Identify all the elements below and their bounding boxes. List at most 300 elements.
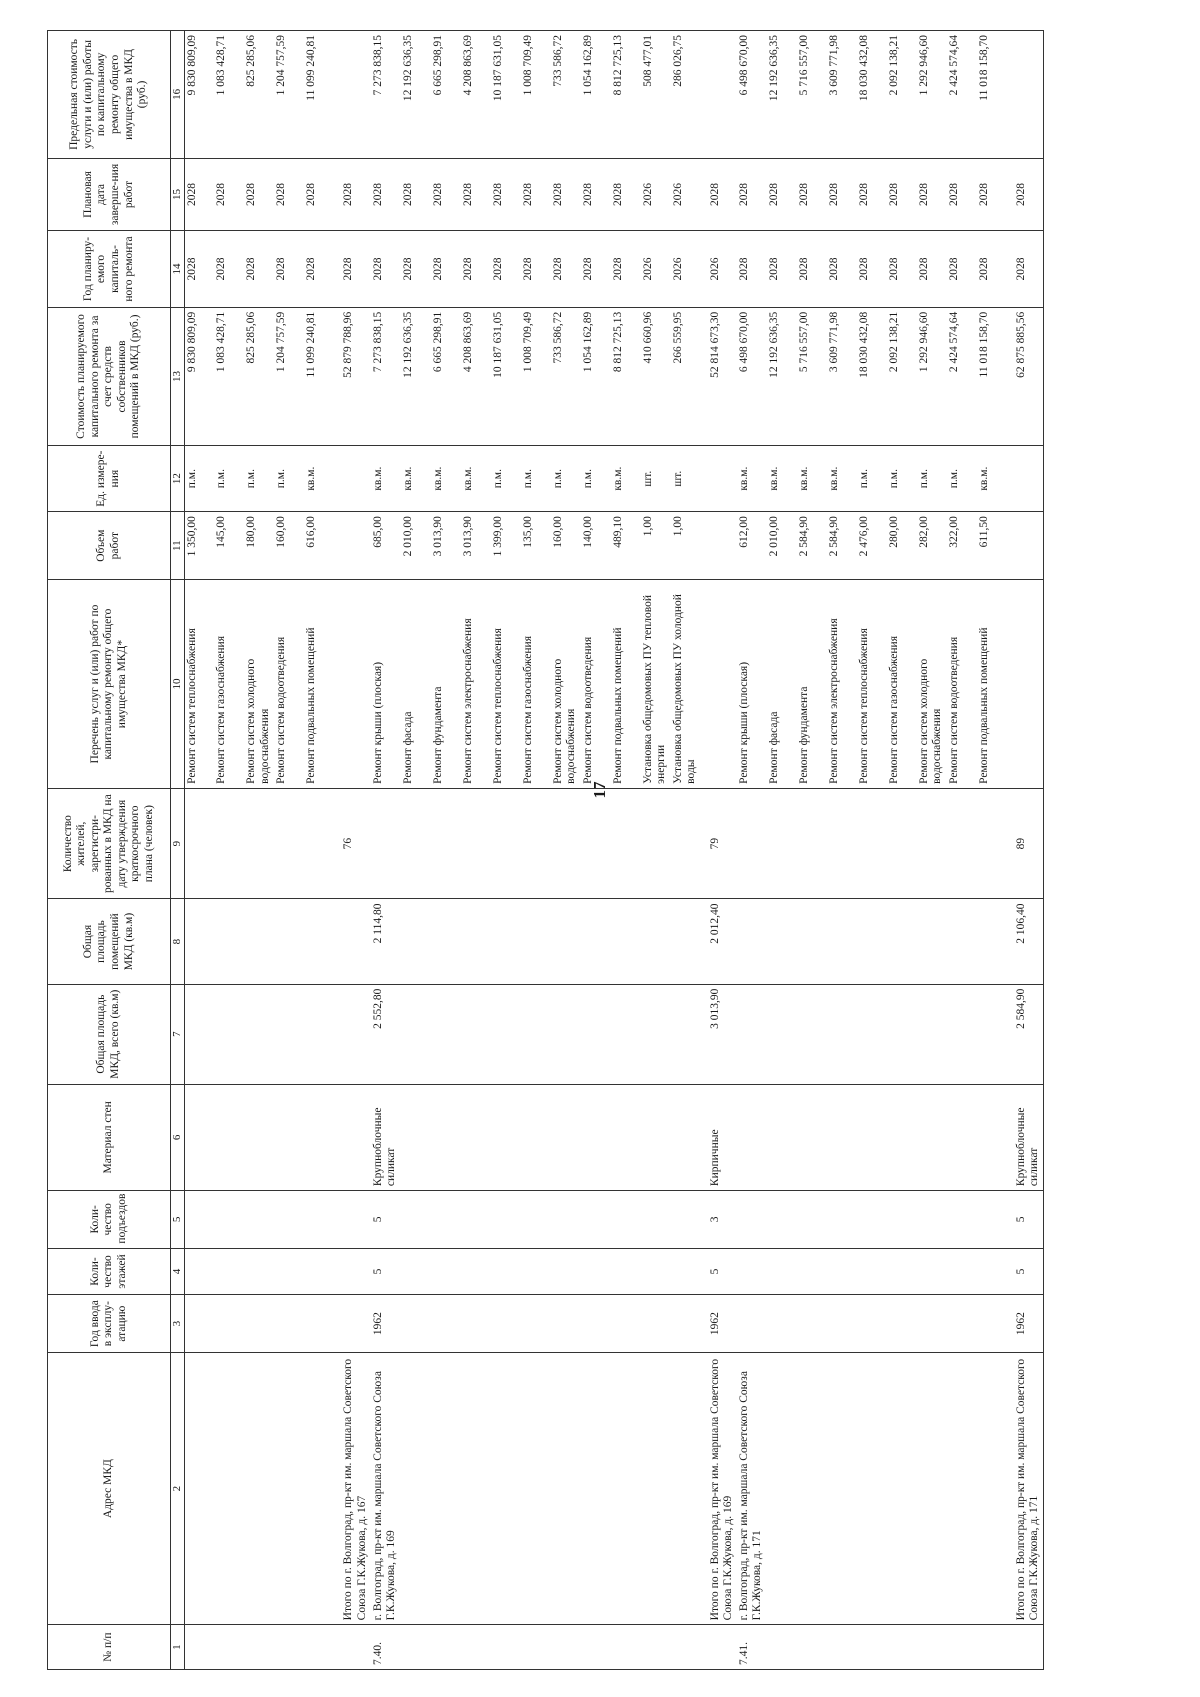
table-row: [857, 31, 887, 1670]
table-cell: 2028: [737, 158, 767, 230]
table-cell: [1007, 580, 1044, 789]
table-cell: [581, 1352, 611, 1624]
table-cell: Установка общедомовых ПУ холодной воды: [671, 580, 701, 789]
table-cell: п.м.: [581, 446, 611, 512]
table-cell: 733 586,72: [551, 31, 581, 159]
column-number: 14: [171, 231, 185, 308]
table-cell: [521, 1191, 551, 1248]
table-cell: 1,00: [641, 512, 671, 580]
table-cell: 8 812 725,13: [611, 307, 641, 445]
table-cell: [827, 899, 857, 984]
table-cell: кв.м.: [611, 446, 641, 512]
table-cell: [857, 788, 887, 899]
table-cell: [671, 984, 701, 1084]
table-cell: [431, 788, 461, 899]
table-cell: Ремонт систем электроснабжения: [827, 580, 857, 789]
table-cell: [917, 1191, 947, 1248]
table-cell: [551, 1625, 581, 1670]
table-cell: 12 192 636,35: [767, 307, 797, 445]
table-cell: [491, 1248, 521, 1295]
table-cell: [184, 899, 214, 984]
table-cell: 2028: [977, 158, 1007, 230]
table-cell: 2028: [371, 158, 401, 230]
table-row: [947, 31, 977, 1670]
table-cell: [274, 899, 304, 984]
table-cell: кв.м.: [827, 446, 857, 512]
table-cell: [431, 1352, 461, 1624]
table-cell: [671, 788, 701, 899]
table-row: [671, 31, 701, 1670]
table-cell: 7 273 838,15: [371, 31, 401, 159]
table-cell: [491, 1625, 521, 1670]
table-cell: 2028: [887, 158, 917, 230]
table-cell: [797, 899, 827, 984]
table-row: [917, 31, 947, 1670]
table-cell: 2 012,40: [701, 899, 737, 984]
table-cell: [214, 1352, 244, 1624]
table-cell: п.м.: [274, 446, 304, 512]
table-cell: 2028: [521, 158, 551, 230]
table-cell: 825 285,06: [244, 31, 274, 159]
table-cell: [1007, 512, 1044, 580]
table-cell: [611, 1295, 641, 1352]
table-cell: 145,00: [214, 512, 244, 580]
table-cell: кв.м.: [461, 446, 491, 512]
table-cell: [401, 899, 431, 984]
table-cell: 2028: [581, 158, 611, 230]
column-number: 7: [171, 984, 185, 1084]
table-cell: [244, 1084, 274, 1190]
table-cell: [857, 1248, 887, 1295]
table-cell: [1007, 31, 1044, 159]
table-cell: [491, 1352, 521, 1624]
table-cell: [737, 788, 767, 899]
table-cell: 1 008 709,49: [521, 307, 551, 445]
table-cell: 9 830 809,09: [184, 307, 214, 445]
table-cell: [244, 1352, 274, 1624]
table-cell: Ремонт систем холодного водоснабжения: [244, 580, 274, 789]
table-header: [48, 31, 185, 1670]
column-header: № п/п: [48, 1625, 171, 1670]
table-cell: [551, 1191, 581, 1248]
table-cell: [401, 1248, 431, 1295]
table-cell: [671, 1625, 701, 1670]
table-cell: 2 424 574,64: [947, 307, 977, 445]
table-cell: 2028: [797, 158, 827, 230]
table-cell: [1007, 1625, 1044, 1670]
table-cell: [887, 1191, 917, 1248]
table-cell: [371, 788, 401, 899]
table-cell: [274, 1625, 304, 1670]
table-cell: [304, 1248, 334, 1295]
table-cell: [857, 984, 887, 1084]
table-cell: [641, 1625, 671, 1670]
table-row: [581, 31, 611, 1670]
table-cell: [461, 1295, 491, 1352]
table-cell: [184, 1625, 214, 1670]
table-cell: [334, 1625, 370, 1670]
table-cell: [827, 1295, 857, 1352]
table-cell: 2 010,00: [767, 512, 797, 580]
table-cell: [797, 788, 827, 899]
table-cell: [827, 1248, 857, 1295]
table-cell: [214, 1625, 244, 1670]
table-cell: [244, 1248, 274, 1295]
table-cell: [671, 1084, 701, 1190]
page-number: 17: [590, 781, 609, 799]
table-cell: [401, 1084, 431, 1190]
table-cell: 4 208 863,69: [461, 307, 491, 445]
table-cell: [214, 1191, 244, 1248]
table-cell: [827, 788, 857, 899]
table-cell: [274, 984, 304, 1084]
table-cell: [304, 984, 334, 1084]
table-cell: 2028: [701, 158, 737, 230]
table-cell: Крупноблочные силикат: [371, 1084, 401, 1190]
table-cell: [947, 984, 977, 1084]
table-cell: Кирпичные: [701, 1084, 737, 1190]
table-row: [797, 31, 827, 1670]
table-cell: 2028: [214, 158, 244, 230]
table-cell: [857, 1084, 887, 1190]
table-cell: [274, 1191, 304, 1248]
column-header: Материал стен: [48, 1084, 171, 1190]
table-cell: 1962: [701, 1295, 737, 1352]
table-cell: 5: [371, 1248, 401, 1295]
header-row: [48, 31, 171, 1670]
table-cell: п.м.: [491, 446, 521, 512]
table-cell: 12 192 636,35: [401, 307, 431, 445]
table-cell: [827, 1352, 857, 1624]
table-cell: 1 083 428,71: [214, 31, 244, 159]
table-cell: [641, 1295, 671, 1352]
column-header: Общая площадь МКД, всего (кв.м): [48, 984, 171, 1084]
table-cell: 2028: [244, 158, 274, 230]
table-cell: [767, 1295, 797, 1352]
table-row: [977, 31, 1007, 1670]
table-row: [184, 31, 214, 1670]
table-cell: 52 879 788,96: [334, 307, 370, 445]
table-cell: 11 018 158,70: [977, 31, 1007, 159]
table-cell: 2028: [334, 158, 370, 230]
table-cell: [274, 1352, 304, 1624]
table-cell: 2028: [827, 158, 857, 230]
table-cell: [184, 1352, 214, 1624]
table-cell: 135,00: [521, 512, 551, 580]
table-cell: [581, 1295, 611, 1352]
column-number: 2: [171, 1352, 185, 1624]
table-cell: 2 424 574,64: [947, 31, 977, 159]
table-cell: 10 187 631,05: [491, 31, 521, 159]
table-cell: [581, 788, 611, 899]
table-cell: 5: [701, 1248, 737, 1295]
table-row: [737, 31, 767, 1670]
table-cell: г. Волгоград, пр-кт им. маршала Советского Союза Г.К.Жукова, д. 171: [737, 1352, 767, 1624]
table-cell: 2028: [461, 158, 491, 230]
table-cell: 1962: [1007, 1295, 1044, 1352]
table-cell: 616,00: [304, 512, 334, 580]
table-cell: [551, 984, 581, 1084]
table-cell: [581, 1191, 611, 1248]
table-row: [244, 31, 274, 1670]
table-row: [304, 31, 334, 1670]
table-cell: [551, 1084, 581, 1190]
table-cell: 322,00: [947, 512, 977, 580]
table-cell: [767, 1084, 797, 1190]
table-cell: шт.: [641, 446, 671, 512]
table-cell: Ремонт систем водоотведения: [947, 580, 977, 789]
table-cell: [857, 1625, 887, 1670]
table-cell: 1 292 946,60: [917, 31, 947, 159]
table-cell: [184, 1191, 214, 1248]
table-cell: Крупноблочные силикат: [1007, 1084, 1044, 1190]
table-cell: 611,50: [977, 512, 1007, 580]
table-cell: [611, 1084, 641, 1190]
table-cell: 2028: [401, 231, 431, 308]
table-cell: [461, 1248, 491, 1295]
column-header: Коли-чество этажей: [48, 1248, 171, 1295]
table-cell: Ремонт систем теплоснабжения: [857, 580, 887, 789]
table-cell: [611, 1191, 641, 1248]
table-cell: [401, 1352, 431, 1624]
table-cell: Ремонт фундамента: [797, 580, 827, 789]
table-cell: 2028: [581, 231, 611, 308]
table-row: [461, 31, 491, 1670]
table-cell: 12 192 636,35: [767, 31, 797, 159]
table-cell: [857, 1191, 887, 1248]
table-cell: п.м.: [244, 446, 274, 512]
table-cell: [334, 446, 370, 512]
table-cell: [701, 580, 737, 789]
table-cell: 140,00: [581, 512, 611, 580]
table-cell: [977, 1352, 1007, 1624]
table-cell: 18 030 432,08: [857, 31, 887, 159]
table-cell: п.м.: [214, 446, 244, 512]
column-number: 4: [171, 1248, 185, 1295]
table-row: [641, 31, 671, 1670]
table-cell: [767, 1248, 797, 1295]
table-cell: 8 812 725,13: [611, 31, 641, 159]
table-cell: Ремонт фасада: [401, 580, 431, 789]
table-cell: [274, 1084, 304, 1190]
table-cell: [521, 1295, 551, 1352]
table-cell: [947, 1248, 977, 1295]
table-cell: [641, 1248, 671, 1295]
table-cell: [401, 788, 431, 899]
table-cell: 2028: [521, 231, 551, 308]
table-cell: [401, 1191, 431, 1248]
table-cell: [184, 1295, 214, 1352]
table-cell: 6 665 298,91: [431, 31, 461, 159]
table-cell: [334, 1084, 370, 1190]
table-cell: 7.41.: [737, 1625, 767, 1670]
table-cell: Ремонт систем газоснабжения: [887, 580, 917, 789]
total-row: [334, 31, 370, 1670]
table-cell: [887, 1352, 917, 1624]
table-cell: [304, 899, 334, 984]
table-cell: Ремонт систем теплоснабжения: [184, 580, 214, 789]
table-cell: [431, 1625, 461, 1670]
table-cell: [641, 984, 671, 1084]
table-cell: [671, 1248, 701, 1295]
table-cell: [917, 1248, 947, 1295]
table-cell: [581, 1248, 611, 1295]
table-cell: 1 350,00: [184, 512, 214, 580]
table-cell: [701, 31, 737, 159]
table-cell: 2028: [401, 158, 431, 230]
table-cell: [767, 788, 797, 899]
column-number: 16: [171, 31, 185, 159]
table-cell: 3: [701, 1191, 737, 1248]
table-cell: [947, 899, 977, 984]
table-cell: [977, 899, 1007, 984]
table-cell: п.м.: [857, 446, 887, 512]
table-cell: 2026: [701, 231, 737, 308]
table-cell: 2028: [371, 231, 401, 308]
table-cell: 89: [1007, 788, 1044, 899]
table-cell: [611, 899, 641, 984]
table-cell: [581, 984, 611, 1084]
table-cell: 2 010,00: [401, 512, 431, 580]
table-row: [491, 31, 521, 1670]
table-cell: [887, 1248, 917, 1295]
table-row: [521, 31, 551, 1670]
table-cell: [551, 1352, 581, 1624]
table-cell: [334, 31, 370, 159]
table-cell: п.м.: [917, 446, 947, 512]
table-cell: 5 716 557,00: [797, 31, 827, 159]
table-cell: 5 716 557,00: [797, 307, 827, 445]
table-cell: [887, 1295, 917, 1352]
table-cell: 180,00: [244, 512, 274, 580]
table-cell: [521, 1084, 551, 1190]
table-cell: [737, 1191, 767, 1248]
table-cell: [521, 899, 551, 984]
table-cell: 62 875 885,56: [1007, 307, 1044, 445]
table-cell: [491, 899, 521, 984]
table-cell: [521, 788, 551, 899]
table-cell: Ремонт подвальных помещений: [304, 580, 334, 789]
table-cell: [244, 1295, 274, 1352]
table-cell: 2 106,40: [1007, 899, 1044, 984]
table-cell: [641, 1084, 671, 1190]
table-cell: Итого по г. Волгоград, пр-кт им. маршала Советского Союза Г.К.Жукова, д. 167: [334, 1352, 370, 1624]
table-cell: [947, 788, 977, 899]
table-cell: 1962: [371, 1295, 401, 1352]
table-cell: 6 498 670,00: [737, 31, 767, 159]
table-cell: [887, 899, 917, 984]
table-cell: Ремонт систем водоотведения: [274, 580, 304, 789]
table-cell: [491, 788, 521, 899]
table-cell: [461, 899, 491, 984]
table-cell: [214, 1248, 244, 1295]
table-cell: [977, 1084, 1007, 1190]
table-cell: [491, 1191, 521, 1248]
table-cell: 2 552,80: [371, 984, 401, 1084]
table-cell: 2 584,90: [1007, 984, 1044, 1084]
table-cell: 2028: [917, 231, 947, 308]
table-cell: Ремонт подвальных помещений: [611, 580, 641, 789]
table-cell: [431, 1191, 461, 1248]
table-cell: кв.м.: [371, 446, 401, 512]
table-cell: [611, 984, 641, 1084]
table-cell: [917, 1295, 947, 1352]
table-cell: 4 208 863,69: [461, 31, 491, 159]
table-cell: 2028: [551, 231, 581, 308]
table-cell: 2028: [947, 231, 977, 308]
table-cell: [334, 1191, 370, 1248]
table-cell: [244, 1191, 274, 1248]
table-cell: [581, 899, 611, 984]
table-cell: [244, 788, 274, 899]
table-cell: кв.м.: [767, 446, 797, 512]
table-cell: 9 830 809,09: [184, 31, 214, 159]
table-cell: [977, 1191, 1007, 1248]
table-cell: 280,00: [887, 512, 917, 580]
table-cell: [917, 1084, 947, 1190]
table-cell: 2028: [274, 231, 304, 308]
table-cell: [1007, 446, 1044, 512]
table-cell: п.м.: [947, 446, 977, 512]
table-cell: [491, 1084, 521, 1190]
rotated-sheet: [47, 30, 1169, 1670]
table-cell: п.м.: [184, 446, 214, 512]
table-cell: [887, 984, 917, 1084]
table-cell: [274, 788, 304, 899]
table-row: [401, 31, 431, 1670]
table-cell: [551, 1248, 581, 1295]
table-cell: [887, 788, 917, 899]
table-cell: [797, 1295, 827, 1352]
table-cell: 2 092 138,21: [887, 31, 917, 159]
table-cell: [641, 899, 671, 984]
table-cell: 2028: [184, 158, 214, 230]
table-cell: 1 008 709,49: [521, 31, 551, 159]
table-cell: [767, 1352, 797, 1624]
column-number: 12: [171, 446, 185, 512]
table-row: [827, 31, 857, 1670]
table-cell: 79: [701, 788, 737, 899]
column-number: 15: [171, 158, 185, 230]
table-cell: [274, 1295, 304, 1352]
table-cell: 286 026,75: [671, 31, 701, 159]
table-cell: [431, 1295, 461, 1352]
table-cell: [334, 1295, 370, 1352]
table-cell: Ремонт систем водоотведения: [581, 580, 611, 789]
table-cell: [461, 1625, 491, 1670]
table-cell: 2028: [767, 231, 797, 308]
table-cell: п.м.: [887, 446, 917, 512]
table-cell: Ремонт подвальных помещений: [977, 580, 1007, 789]
table-cell: [827, 984, 857, 1084]
table-cell: кв.м.: [431, 446, 461, 512]
table-cell: 2028: [244, 231, 274, 308]
table-cell: [334, 580, 370, 789]
table-cell: 2028: [551, 158, 581, 230]
table-cell: кв.м.: [737, 446, 767, 512]
table-cell: [461, 984, 491, 1084]
table-cell: [827, 1625, 857, 1670]
column-number: 11: [171, 512, 185, 580]
table-cell: 160,00: [274, 512, 304, 580]
table-cell: 3 013,90: [701, 984, 737, 1084]
table-cell: 2028: [431, 231, 461, 308]
table-cell: [334, 984, 370, 1084]
table-cell: [797, 1248, 827, 1295]
table-cell: 5: [1007, 1191, 1044, 1248]
table-cell: [214, 899, 244, 984]
column-header: Год ввода в эксплу-атацию: [48, 1295, 171, 1352]
